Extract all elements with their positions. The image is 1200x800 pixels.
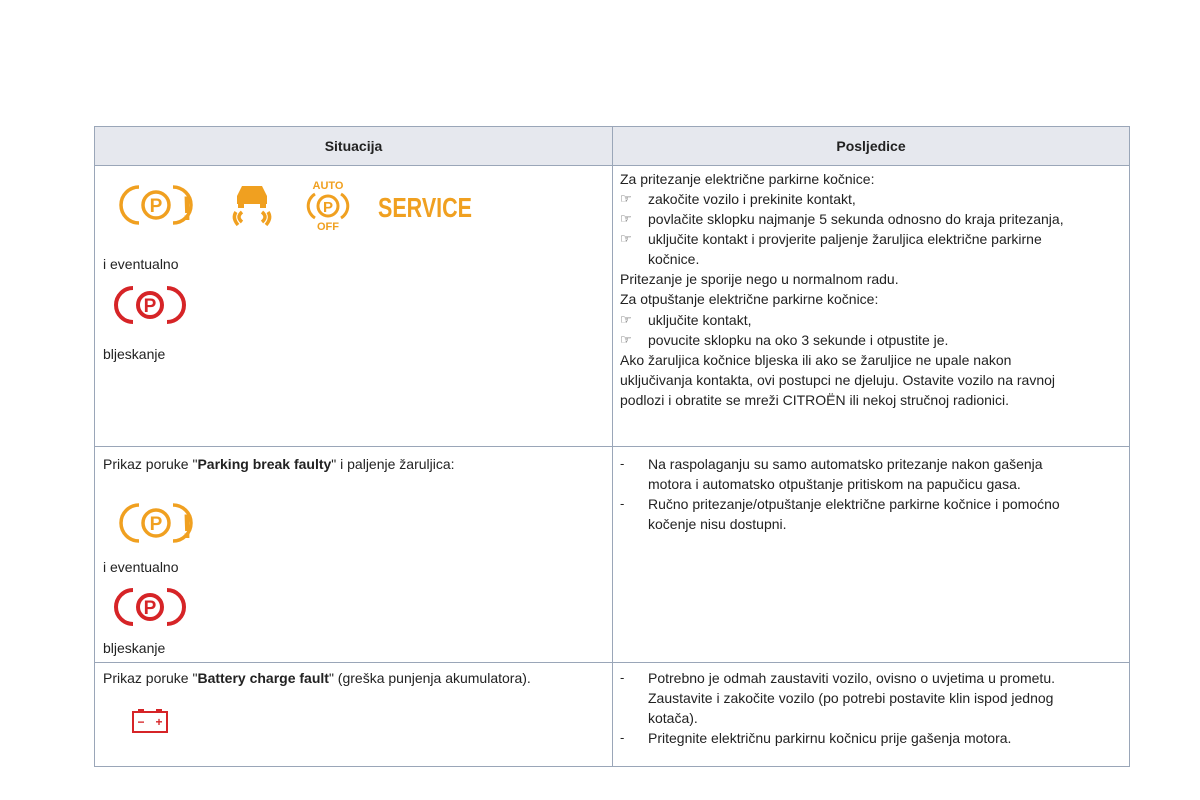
p-letter: P bbox=[143, 296, 157, 317]
finger-bullet-icon: ☞ bbox=[620, 191, 632, 206]
r2-line-1: motora i automatsko otpuštanje pritiskom na papučicu gasa. bbox=[648, 476, 1021, 492]
r1-line-5: Pritezanje je sporije nego u normalnom radu. bbox=[620, 271, 899, 287]
flashing-text-2: bljeskanje bbox=[103, 640, 166, 656]
service-warning-icon bbox=[376, 189, 476, 223]
finger-bullet-icon: ☞ bbox=[620, 332, 632, 347]
r1-line-10: uključivanja kontakta, ovi postupci ne djeluju. Ostavite vozilo na ravnoj bbox=[620, 372, 1056, 388]
r1-line-4: kočnice. bbox=[648, 251, 700, 267]
r2-msg-suffix: " i paljenje žaruljica: bbox=[331, 456, 455, 472]
dash-bullet: - bbox=[620, 670, 625, 685]
battery-minus: − bbox=[137, 715, 145, 729]
p-letter: P bbox=[149, 514, 163, 535]
r2-message bbox=[103, 454, 455, 474]
finger-bullet-icon: ☞ bbox=[620, 231, 632, 246]
r3-msg-bold: Battery charge fault bbox=[197, 670, 329, 686]
r1-line-0: Za pritezanje električne parkirne kočnice: bbox=[620, 171, 875, 187]
r1-line-6: Za otpuštanje električne parkirne kočnice: bbox=[620, 291, 879, 307]
r1-line-11: podlozi i obratite se mreži CITROËN ili nekoj stručnoj radionici. bbox=[620, 392, 1010, 408]
r1-line-9: Ako žaruljica kočnice bljeska ili ako se žaruljice ne upale nakon bbox=[620, 352, 1012, 368]
auto-label: AUTO bbox=[312, 180, 344, 192]
dash-bullet: - bbox=[620, 496, 625, 511]
r1-line-7: uključite kontakt, bbox=[648, 312, 752, 328]
and-possibly-text-2: i eventualno bbox=[103, 559, 179, 575]
exclamation-mark: ! bbox=[181, 190, 193, 228]
header-consequences: Posljedice bbox=[612, 127, 1129, 166]
dash-bullet: - bbox=[620, 730, 625, 745]
r1-line-2: povlačite sklopku najmanje 5 sekunda odnosno do kraja pritezanja, bbox=[648, 211, 1064, 227]
row-divider-1 bbox=[95, 446, 1129, 447]
r2-msg-prefix: Prikaz poruke " bbox=[103, 456, 198, 472]
finger-bullet-icon: ☞ bbox=[620, 211, 632, 226]
finger-bullet-icon: ☞ bbox=[620, 312, 632, 327]
r2-line-0: Na raspolaganju su samo automatsko pritezanje nakon gašenja bbox=[648, 456, 1043, 472]
r1-line-8: povucite sklopku na oko 3 sekunde i otpustite je. bbox=[648, 332, 949, 348]
p-letter: P bbox=[149, 196, 163, 217]
and-possibly-text-1: i eventualno bbox=[103, 256, 179, 272]
r1-line-3: uključite kontakt i provjerite paljenje žaruljica električne parkirne bbox=[648, 231, 1042, 247]
r1-line-1: zakočite vozilo i prekinite kontakt, bbox=[648, 191, 856, 207]
flashing-text-1: bljeskanje bbox=[103, 346, 166, 362]
parking-brake-fault-orange-icon bbox=[130, 184, 194, 226]
exclamation-mark: ! bbox=[181, 508, 193, 546]
r3-line-1: Zaustavite i zakočite vozilo (po potrebi postavite klin ispod jednog bbox=[648, 690, 1054, 706]
auto-p-off-icon bbox=[305, 178, 351, 232]
service-label: SERVICE bbox=[378, 192, 472, 223]
r2-line-3: kočenje nisu dostupni. bbox=[648, 516, 787, 532]
off-label: OFF bbox=[317, 221, 339, 233]
r3-line-3: Pritegnite električnu parkirnu kočnicu prije gašenja motora. bbox=[648, 730, 1012, 746]
r3-message bbox=[103, 668, 531, 688]
battery-icon bbox=[130, 706, 170, 736]
skid-traction-icon bbox=[230, 182, 274, 228]
row-divider-2 bbox=[95, 662, 1129, 663]
parking-brake-fault-orange-icon bbox=[130, 502, 194, 544]
r3-msg-suffix: " (greška punjenja akumulatora). bbox=[328, 670, 531, 686]
r2-msg-bold: Parking break faulty bbox=[197, 456, 332, 472]
battery-plus: + bbox=[155, 715, 163, 729]
r2-line-2: Ručno pritezanje/otpuštanje električne parkirne kočnice i pomoćno bbox=[648, 496, 1060, 512]
parking-brake-red-icon bbox=[123, 586, 177, 628]
header-situation: Situacija bbox=[95, 127, 612, 166]
p-letter: P bbox=[143, 598, 157, 619]
dash-bullet: - bbox=[620, 456, 625, 471]
p-letter: P bbox=[322, 199, 334, 216]
r3-msg-prefix: Prikaz poruke " bbox=[103, 670, 198, 686]
parking-brake-red-icon bbox=[123, 284, 177, 326]
r3-line-2: kotača). bbox=[648, 710, 698, 726]
r3-line-0: Potrebno je odmah zaustaviti vozilo, ovisno o uvjetima u prometu. bbox=[648, 670, 1055, 686]
